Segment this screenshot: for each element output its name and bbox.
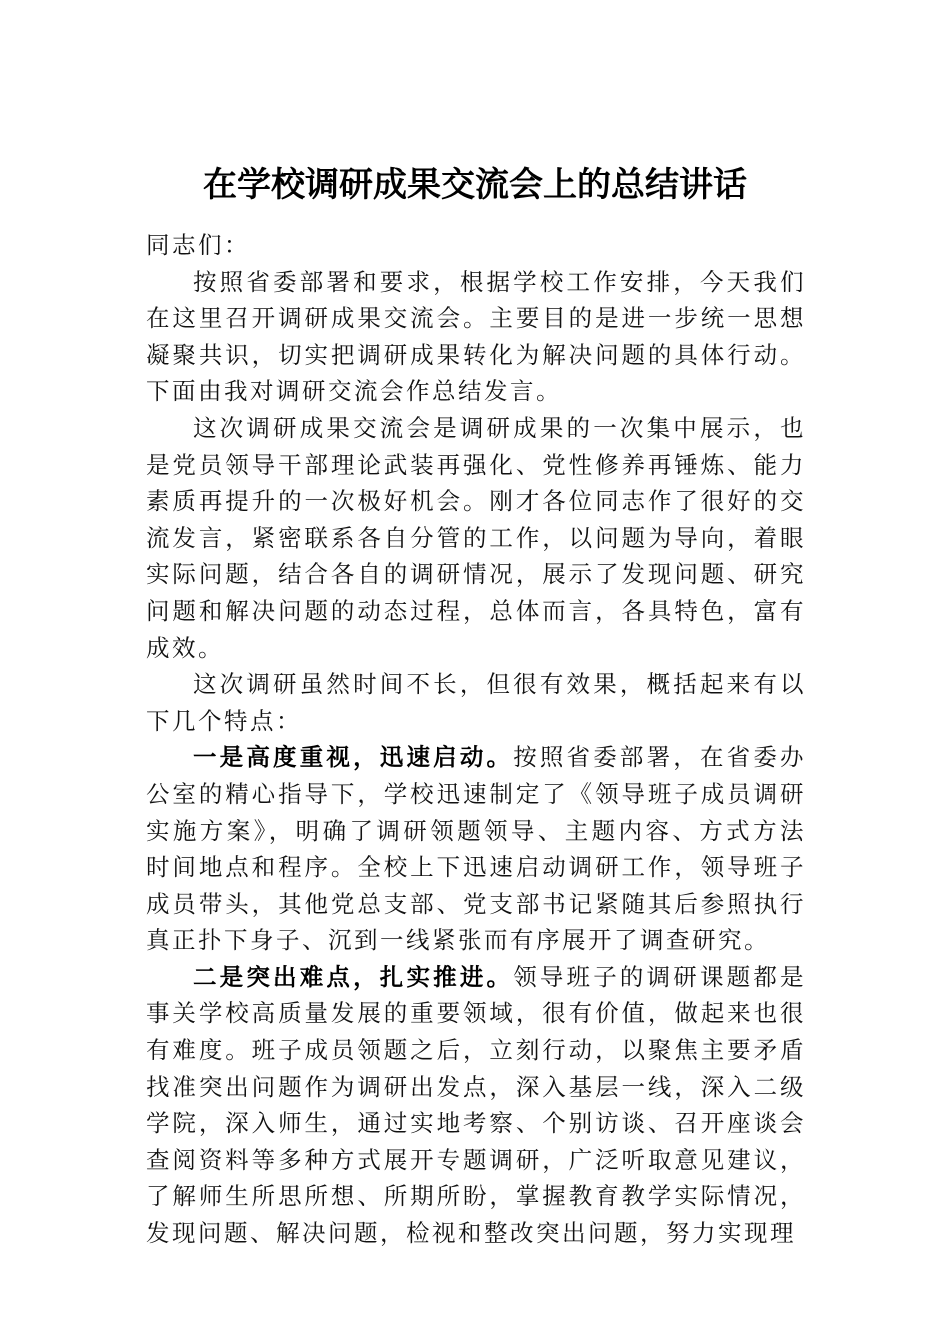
document-title: 在学校调研成果交流会上的总结讲话 xyxy=(203,165,747,205)
paragraph-5 xyxy=(146,959,806,1252)
paragraph-1 xyxy=(146,264,806,410)
paragraph-4 xyxy=(146,739,806,959)
salutation: 同志们： xyxy=(146,231,250,259)
paragraph-5-text: 领导班子的调研课题都是事关学校高质量发展的重要领域，很有价值，做起来也很有难度。班子成员领题之后，立刻行动，以聚焦主要矛盾找准突出问题作为调研出发点，深入基层一线，深入二级学院，深入师生，通过实地考察、个别访谈、召开座谈会查阅资料等多种方式展开专题调研，广泛听取意见建议，了解师生所思所想、所期所盼，掌握教育教学实际情况，发现问题、解决问题，检视和整改突出问题，努力实现理 xyxy=(146,962,807,1248)
paragraph-2 xyxy=(146,410,806,666)
paragraph-3 xyxy=(146,666,806,739)
paragraph-3-text: 这次调研虽然时间不长，但很有效果，概括起来有以下几个特点： xyxy=(146,670,806,735)
document-body xyxy=(146,227,806,1252)
paragraph-1-text: 按照省委部署和要求，根据学校工作安排，今天我们在这里召开调研成果交流会。主要目的是进一步统一思想凝聚共识，切实把调研成果转化为解决问题的具体行动。下面由我对调研交流会作总结发言。 xyxy=(146,267,806,406)
paragraph-5-lead: 二是突出难点，扎实推进。 xyxy=(193,962,514,991)
paragraph-4-lead: 一是高度重视，迅速启动。 xyxy=(193,743,514,772)
paragraph-2-text: 这次调研成果交流会是调研成果的一次集中展示，也是党员领导干部理论武装再强化、党性修养再锤炼、能力素质再提升的一次极好机会。刚才各位同志作了很好的交流发言，紧密联系各自分管的工作，以问题为导向，着眼实际问题，结合各自的调研情况，展示了发现问题、研究问题和解决问题的动态过程，总体而言，各具特色，富有成效。 xyxy=(146,413,806,662)
paragraph-4-text: 按照省委部署，在省委办公室的精心指导下，学校迅速制定了《领导班子成员调研实施方案》，明确了调研领题领导、主题内容、方式方法时间地点和程序。全校上下迅速启动调研工作，领导班子成员带头，其他党总支部、党支部书记紧随其后参照执行真正扑下身子、沉到一线紧张而有序展开了调查研究。 xyxy=(146,743,807,955)
